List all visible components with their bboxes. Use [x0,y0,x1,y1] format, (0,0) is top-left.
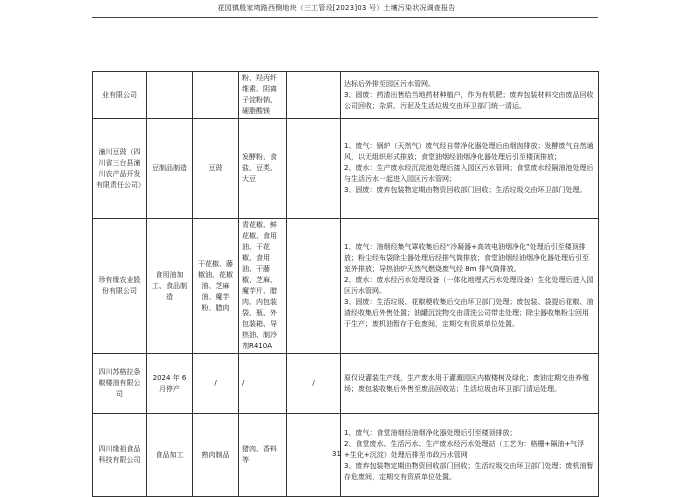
pollution-control-line: 1、废气：锅炉（天然气）废气经自带净化器处理后由烟囱排放；发酵废气自然通风，以无组织形式排放；食堂油烟经油烟净化器处理后引至楼顶排放； [344,142,594,161]
pollution-control-line: 1、废气：食堂油烟经油烟净化器处理后引至楼顶排放； [344,428,517,437]
raw-materials-cell: 青花椒、鲜花椒、食用油、干花椒、食用油、干藤椒、芝麻、魔芋片、腊肉、内包装袋、瓶、外包装箱、导热油、制冷剂R410A [239,219,287,354]
pollution-control-line: 3、固废：废弃包装物定期由物资回收部门回收；生活垃圾交由环卫部门处理。 [344,186,587,194]
table-row [93,354,599,414]
table-row [93,119,599,219]
product-cell: 干花椒、藤椒油、花椒油、芝麻油、魔芋粉、腊肉 [193,219,239,354]
pollution-control-line: 2、废水：废水经污水处理设备（一体化地埋式污水处理设备）生化处理后进入园区污水管网。 [344,276,594,295]
company-cell: 珍有缘农业股份有限公司 [93,219,147,354]
pollution-control-cell [341,72,599,119]
pollution-control-cell [341,354,599,414]
page-number: 31 [332,450,341,458]
raw-materials-cell: 发酵粉、食盐、豆类、大豆 [239,119,287,219]
header-rule [92,17,598,18]
product-cell: / [193,354,239,414]
pollution-control-line: 2、食堂废水、生活污水、生产废水经污水处理站（工艺为：格栅+隔油+气浮+生化+沉淀）处理后排至市政污水管网 [344,439,585,459]
industry-cell: 食品加工 [147,414,193,497]
company-cell: 四川苏格拉条椒楼油有限公司 [93,354,147,414]
pollution-control-line: 3、固废：药渣出售给当地药材种植户，作为有机肥；废弃包装材料交由废品回收公司回收；杂质、污泥及生活垃圾交由环卫部门统一清运。 [344,90,594,110]
chemicals-cell: / [287,354,341,414]
table-row [93,72,599,119]
raw-materials-cell: 猪肉、香料等 [239,414,287,497]
pollution-control-line: 3、固废：生活垃圾、花椒梗收集后交由环卫部门处理；废包装、袋提后花椒、油渣经收集后外售处置；油罐沉淀物交由清洗公司带走处理；除尘器收集粉尘回用于生产；废机油暂存于危废间，定期交有资质单位处置。 [344,298,594,328]
company-cell: 业有限公司 [93,72,147,119]
table-body [93,72,599,497]
table-row [93,219,599,354]
product-cell [193,72,239,119]
pollution-control-cell [341,119,599,219]
chemicals-cell [287,72,341,119]
pollution-control-line: 2、废水：生产废水经沉淀池处理后接入园区污水管网；食堂废水经隔油池处理后与生活污水一起进入园区污水管网； [344,164,594,183]
pollution-control-line: 达标后外排至园区污水管网。 [344,79,435,88]
product-cell: 豆豉 [193,119,239,219]
industry-cell: 食用油加工、食品制造 [147,219,193,354]
product-cell: 熟肉制品 [193,414,239,497]
pollution-control-line: 3、废弃包装物定期由物资回收部门回收；生活垃圾交由环卫部门处理；废机油暂存危废间，定期交有资质单位处置。 [344,461,594,481]
company-cell: 潼川豆豉（四川省三台县潼川农产品开发有限责任公司） [93,119,147,219]
raw-materials-cell: / [239,354,287,414]
pollution-control-line: 原仅设灌装生产线，生产废水用于灌溉园区内椒楼树及绿化；废油定期交由养殖场；废包装收集后外售至废品回收站；生活垃圾由环卫部门清运处理。 [344,373,589,393]
raw-materials-cell: 粉、羟丙纤维素、阴离子淀粉钠、硬脂酸镁 [239,72,287,119]
report-header-title: 花园镇殷家塆路西侧地块（三工管设[2023]03 号）土壤污染状况调查报告 [217,4,456,12]
pollution-control-cell [341,219,599,354]
industry-cell [147,72,193,119]
chemicals-cell [287,119,341,219]
company-cell: 四川缘祖食品科技有限公司 [93,414,147,497]
pollution-control-line: 1、废气：油烟经集气罩收集后经“冷凝器+高效电油烟净化”处理后引至楼顶排放；粉尘经布袋除尘器处理后经排气筒排放；食堂油烟经油烟净化器处理后引至室外排放；导热油炉天然气燃烧废气经 8m 排气筒排放。 [344,243,589,273]
industry-cell: 豆制品制造 [147,119,193,219]
enterprise-survey-table [92,71,599,497]
chemicals-cell [287,219,341,354]
industry-cell: 2024 年 6 月停产 [147,354,193,414]
